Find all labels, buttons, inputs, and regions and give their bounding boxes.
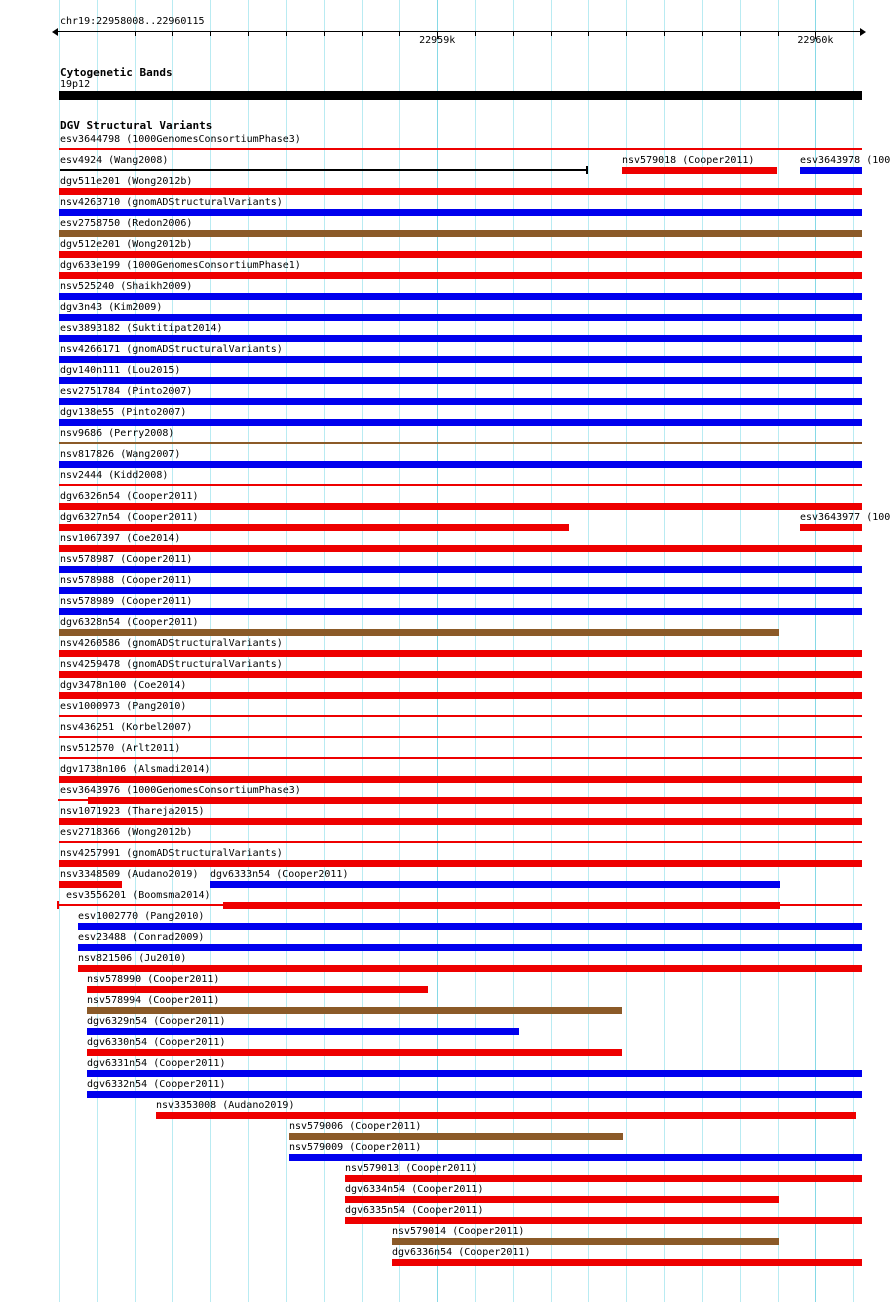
variant-bar[interactable] (87, 1028, 519, 1035)
ruler-minor-tick (135, 31, 136, 36)
variant-bar[interactable] (59, 881, 122, 888)
variant-label: dgv140n111 (Lou2015) (60, 365, 181, 376)
variant-label: dgv3n43 (Kim2009) (60, 302, 163, 313)
variant-label: esv3644798 (1000GenomesConsortiumPhase3) (60, 134, 301, 145)
ruler-minor-tick (475, 31, 476, 36)
variant-bar[interactable] (59, 461, 862, 468)
variant-label: nsv579009 (Cooper2011) (289, 1142, 422, 1153)
variant-bar[interactable] (59, 757, 862, 759)
variant-bar[interactable] (59, 545, 862, 552)
variant-label: dgv512e201 (Wong2012b) (60, 239, 193, 250)
variant-label: esv3643976 (1000GenomesConsortiumPhase3) (60, 785, 301, 796)
variant-label: nsv4257991 (gnomADStructuralVariants) (60, 848, 283, 859)
variant-label: nsv578990 (Cooper2011) (87, 974, 220, 985)
cytogenetic-section-title: Cytogenetic Bands (60, 66, 173, 79)
variant-label: dgv6329n54 (Cooper2011) (87, 1016, 226, 1027)
variant-bar[interactable] (59, 188, 862, 195)
variant-bar[interactable] (87, 986, 428, 993)
variant-bar[interactable] (59, 230, 862, 237)
variant-label: dgv6332n54 (Cooper2011) (87, 1079, 226, 1090)
variant-label: dgv633e199 (1000GenomesConsortiumPhase1) (60, 260, 301, 271)
dgv-section-title: DGV Structural Variants (60, 119, 213, 132)
ruler-tick-label: 22959k (419, 35, 456, 46)
variant-label: esv2751784 (Pinto2007) (60, 386, 193, 397)
variant-label: esv3643977 (100 (800, 512, 890, 523)
variant-label: nsv579013 (Cooper2011) (345, 1163, 478, 1174)
variant-bar[interactable] (59, 650, 862, 657)
variant-bar[interactable] (58, 799, 88, 801)
ruler-minor-tick (664, 31, 665, 36)
variant-label: esv1002770 (Pang2010) (78, 911, 205, 922)
variant-bar[interactable] (59, 377, 862, 384)
variant-bar[interactable] (345, 1217, 862, 1224)
ruler-minor-tick (399, 31, 400, 36)
variant-bar[interactable] (88, 797, 862, 804)
ruler-minor-tick (588, 31, 589, 36)
variant-label: nsv578987 (Cooper2011) (60, 554, 193, 565)
variant-bar[interactable] (57, 904, 223, 906)
ruler-minor-tick (324, 31, 325, 36)
variant-label: dgv6331n54 (Cooper2011) (87, 1058, 226, 1069)
variant-label: dgv6328n54 (Cooper2011) (60, 617, 199, 628)
variant-label: nsv512570 (Arlt2011) (60, 743, 181, 754)
variant-label: dgv6333n54 (Cooper2011) (210, 869, 349, 880)
variant-bar[interactable] (156, 1112, 856, 1119)
variant-bar[interactable] (59, 419, 862, 426)
variant-bar[interactable] (59, 335, 862, 342)
ruler-minor-tick (513, 31, 514, 36)
variant-bar[interactable] (223, 902, 780, 909)
variant-label: nsv578988 (Cooper2011) (60, 575, 193, 586)
variant-bar[interactable] (780, 904, 862, 906)
variant-bar[interactable] (59, 484, 862, 486)
variant-bar[interactable] (59, 860, 862, 867)
variant-label: dgv6335n54 (Cooper2011) (345, 1205, 484, 1216)
variant-bar[interactable] (59, 587, 862, 594)
ruler-right-arrow-icon (860, 28, 866, 36)
variant-label: dgv138e55 (Pinto2007) (60, 407, 187, 418)
cytoband-label: 19p12 (60, 79, 91, 90)
variant-label: nsv3353008 (Audano2019) (156, 1100, 295, 1111)
variant-bar[interactable] (289, 1154, 862, 1161)
variant-label: dgv3478n100 (Coe2014) (60, 680, 187, 691)
variant-bar[interactable] (59, 272, 862, 279)
variant-label: nsv525240 (Shaikh2009) (60, 281, 193, 292)
variant-bar[interactable] (59, 314, 862, 321)
variant-bar[interactable] (78, 965, 862, 972)
variant-label: nsv4260586 (gnomADStructuralVariants) (60, 638, 283, 649)
variant-label: esv4924 (Wang2008) (60, 155, 169, 166)
variant-bar[interactable] (59, 356, 862, 363)
variant-bar[interactable] (59, 608, 862, 615)
ruler-minor-tick (210, 31, 211, 36)
variant-bar[interactable] (60, 169, 588, 171)
variant-label: nsv821506 (Ju2010) (78, 953, 187, 964)
variant-label: nsv578994 (Cooper2011) (87, 995, 220, 1006)
variant-label: nsv1067397 (Coe2014) (60, 533, 181, 544)
variant-label: esv3893182 (Suktitipat2014) (60, 323, 223, 334)
region-label: chr19:22958008..22960115 (60, 16, 205, 27)
ruler-minor-tick (778, 31, 779, 36)
variant-bar[interactable] (622, 167, 777, 174)
variant-bar[interactable] (59, 776, 862, 783)
variant-bar[interactable] (586, 166, 588, 174)
variant-bar[interactable] (289, 1133, 623, 1140)
variant-bar[interactable] (59, 398, 862, 405)
variant-label: nsv436251 (Korbel2007) (60, 722, 193, 733)
variant-label: nsv4259478 (gnomADStructuralVariants) (60, 659, 283, 670)
variant-label: nsv1071923 (Thareja2015) (60, 806, 205, 817)
ruler-minor-tick (740, 31, 741, 36)
variant-label: dgv1738n106 (Alsmadi2014) (60, 764, 211, 775)
variant-label: nsv579014 (Cooper2011) (392, 1226, 525, 1237)
ruler-left-arrow-icon (52, 28, 58, 36)
variant-label: dgv6330n54 (Cooper2011) (87, 1037, 226, 1048)
variant-bar[interactable] (87, 1091, 862, 1098)
variant-bar[interactable] (392, 1259, 862, 1266)
variant-bar[interactable] (87, 1049, 622, 1056)
variant-label: nsv817826 (Wang2007) (60, 449, 181, 460)
variant-bar[interactable] (87, 1007, 622, 1014)
variant-label: nsv4266171 (gnomADStructuralVariants) (60, 344, 283, 355)
variant-bar[interactable] (59, 736, 862, 738)
variant-label: nsv4263710 (gnomADStructuralVariants) (60, 197, 283, 208)
variant-bar[interactable] (59, 566, 862, 573)
variant-bar[interactable] (59, 818, 862, 825)
variant-bar[interactable] (345, 1175, 862, 1182)
variant-label: nsv578989 (Cooper2011) (60, 596, 193, 607)
variant-label: esv2718366 (Wong2012b) (60, 827, 193, 838)
variant-label: esv2758750 (Redon2006) (60, 218, 193, 229)
variant-bar[interactable] (59, 293, 862, 300)
variant-bar[interactable] (59, 692, 862, 699)
variant-label: nsv579006 (Cooper2011) (289, 1121, 422, 1132)
ruler-minor-tick (172, 31, 173, 36)
variant-label: esv3556201 (Boomsma2014) (66, 890, 211, 901)
ruler-minor-tick (362, 31, 363, 36)
variant-bar[interactable] (78, 923, 862, 930)
variant-bar[interactable] (59, 524, 569, 531)
variant-bar[interactable] (59, 251, 862, 258)
variant-bar[interactable] (59, 148, 862, 150)
variant-label: nsv3348509 (Audano2019) (60, 869, 199, 880)
variant-label: dgv6327n54 (Cooper2011) (60, 512, 199, 523)
variant-bar[interactable] (87, 1070, 862, 1077)
ruler-minor-tick (551, 31, 552, 36)
variant-label: dgv6336n54 (Cooper2011) (392, 1247, 531, 1258)
variant-bar[interactable] (210, 881, 780, 888)
variant-bar[interactable] (345, 1196, 779, 1203)
variant-bar[interactable] (78, 944, 862, 951)
ruler-minor-tick (248, 31, 249, 36)
cytoband-bar[interactable] (59, 91, 862, 100)
ruler-tick-label: 22960k (797, 35, 834, 46)
variant-bar[interactable] (59, 671, 862, 678)
ruler-minor-tick (702, 31, 703, 36)
variant-bar[interactable] (392, 1238, 779, 1245)
variant-label: nsv2444 (Kidd2008) (60, 470, 169, 481)
ruler-minor-tick (626, 31, 627, 36)
variant-label: esv1000973 (Pang2010) (60, 701, 187, 712)
variant-bar[interactable] (59, 629, 779, 636)
ruler-minor-tick (286, 31, 287, 36)
variant-bar[interactable] (59, 442, 862, 444)
variant-bar[interactable] (800, 167, 862, 174)
variant-bar[interactable] (59, 503, 862, 510)
variant-bar[interactable] (59, 715, 862, 717)
variant-label: nsv579018 (Cooper2011) (622, 155, 755, 166)
variant-label: dgv511e201 (Wong2012b) (60, 176, 193, 187)
variant-bar[interactable] (59, 209, 862, 216)
variant-label: dgv6326n54 (Cooper2011) (60, 491, 199, 502)
variant-bar[interactable] (59, 841, 862, 843)
variant-label: esv23488 (Conrad2009) (78, 932, 205, 943)
variant-bar[interactable] (800, 524, 862, 531)
variant-label: nsv9686 (Perry2008) (60, 428, 175, 439)
variant-label: esv3643978 (100 (800, 155, 890, 166)
variant-label: dgv6334n54 (Cooper2011) (345, 1184, 484, 1195)
